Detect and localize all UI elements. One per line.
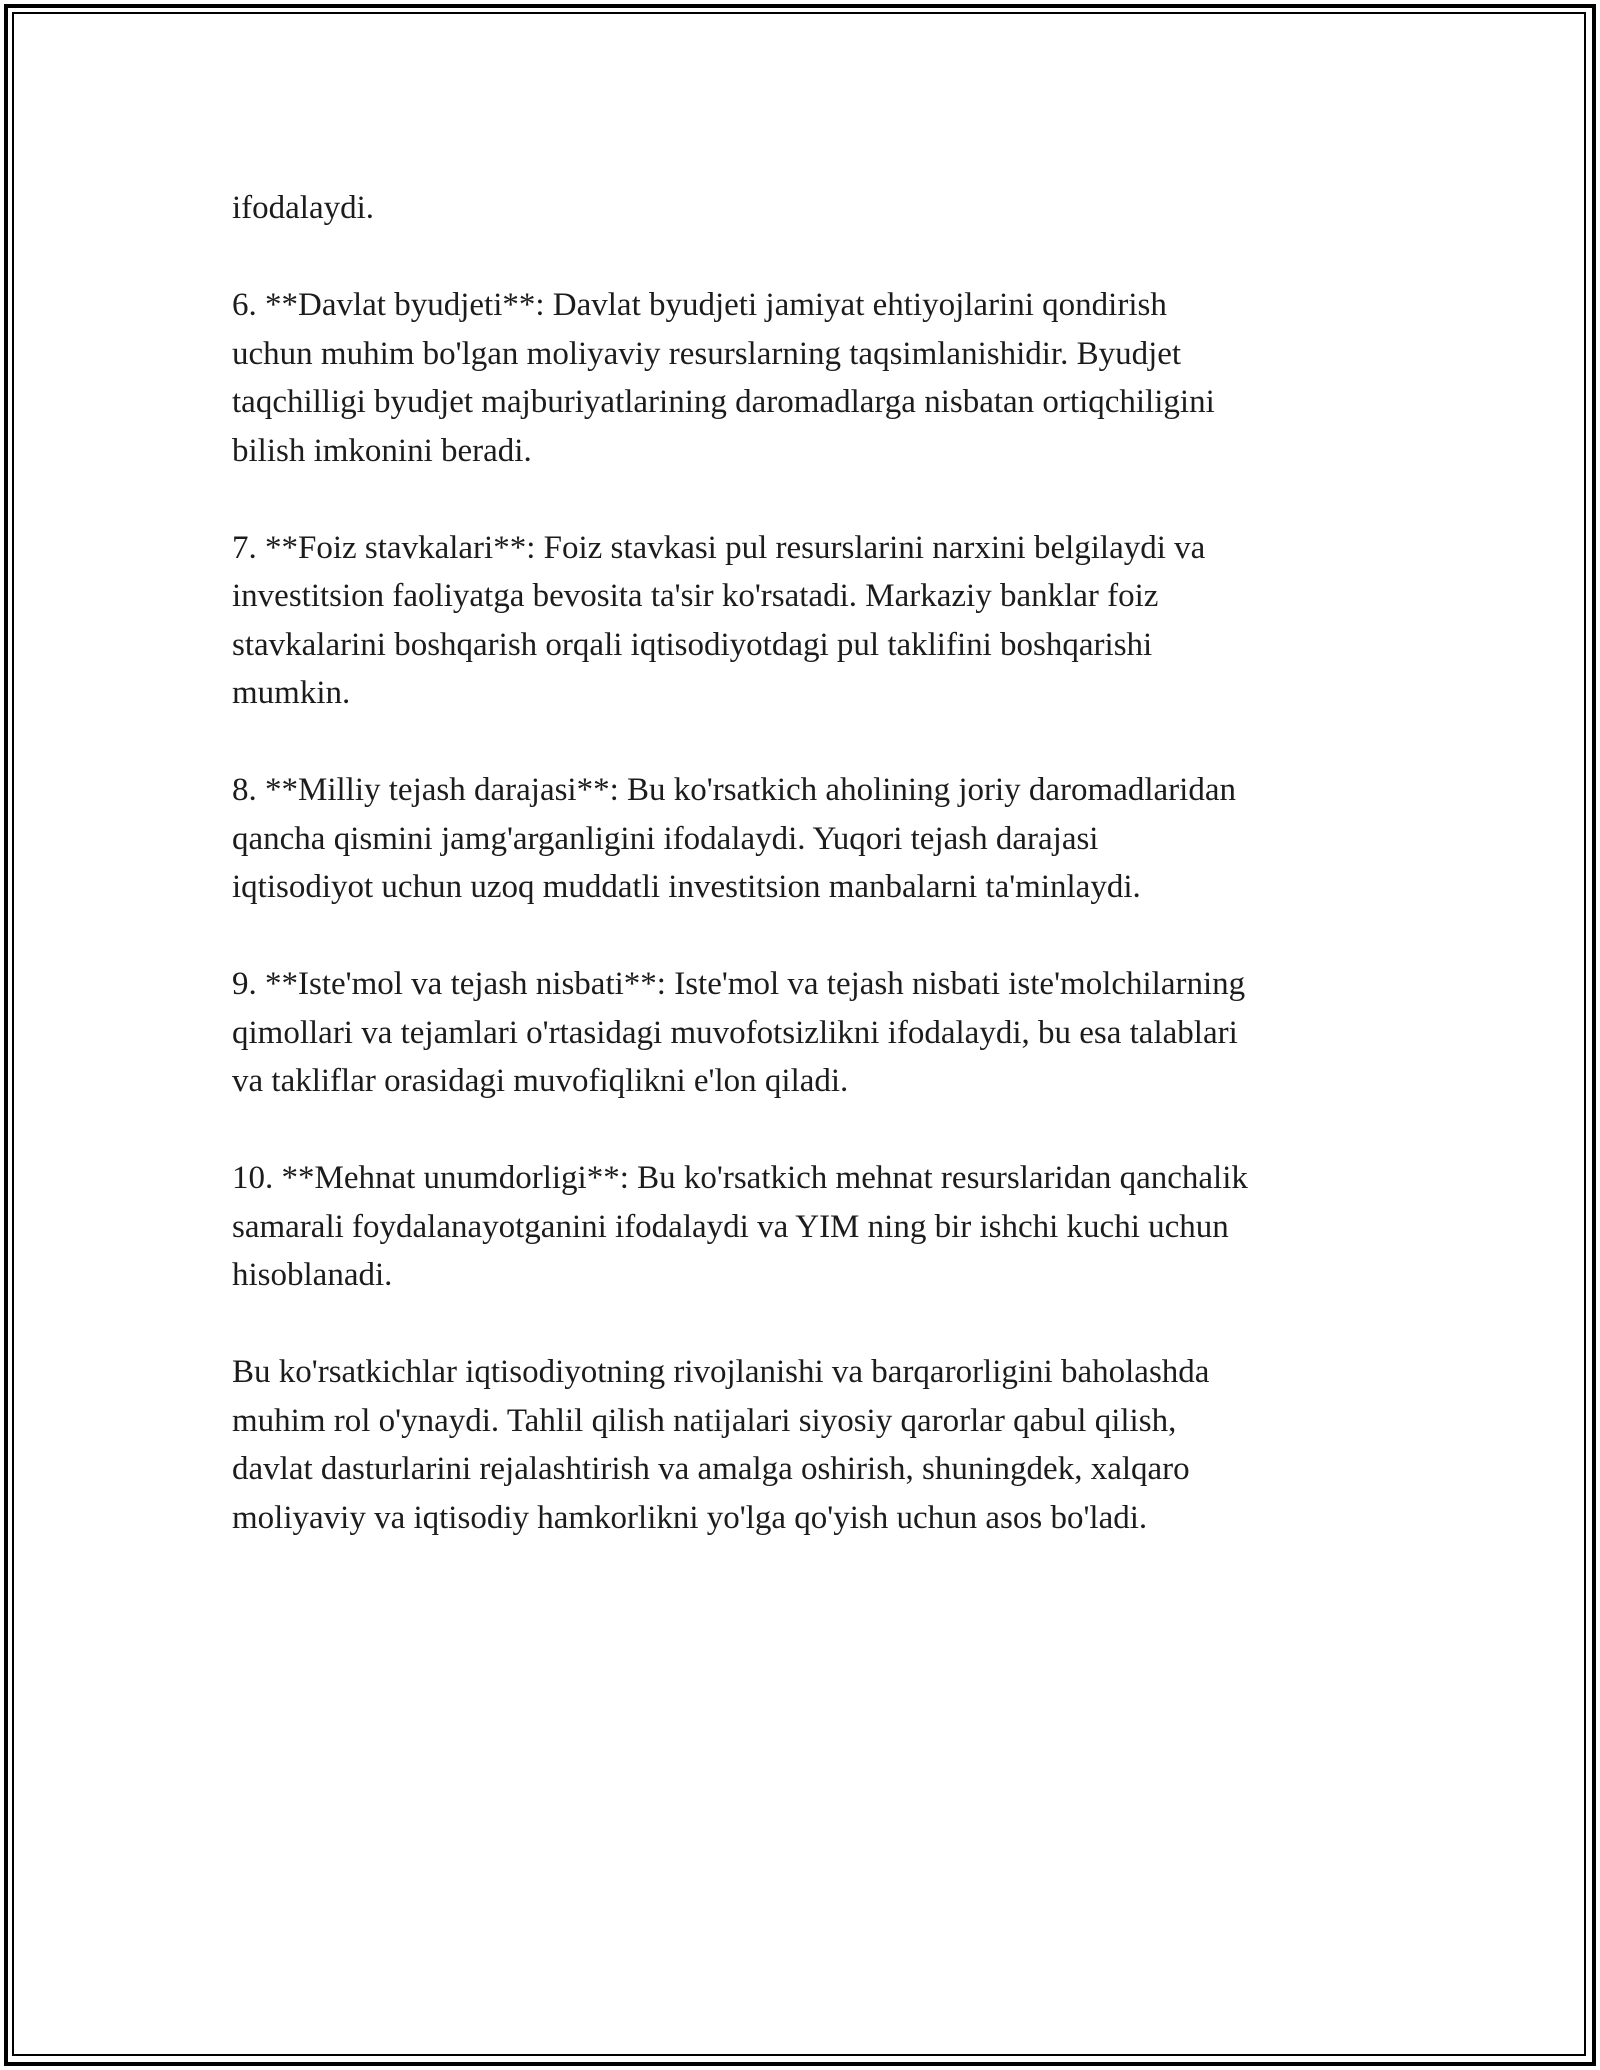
paragraph-foiz-stavkalari: 7. **Foiz stavkalari**: Foiz stavkasi pul resurslarini narxini belgilaydi va investitsion faoliyatga bevosita ta'sir ko'rsatadi. Markaziy banklar foiz stavkalarini boshqarish orqali iqtisodiyotdagi pul taklifini boshqarishi mumkin. xyxy=(232,529,1206,711)
paragraph-istemol-tejash: 9. **Iste'mol va tejash nisbati**: Iste'mol va tejash nisbati iste'molchilarning qimollari va tejamlari o'rtasidagi muvofotsizlikni ifodalaydi, bu esa talablari va takliflar orasidagi muvofiqlikni e'lon qiladi. xyxy=(232,966,1246,1099)
paragraph-conclusion: Bu ko'rsatkichlar iqtisodiyotning rivojlanishi va barqarorligini baholashda muhim rol o'ynaydi. Tahlil qilish natijalari siyosiy qarorlar qabul qilish, davlat dasturlarini rejalashtirish va amalga oshirish, shuningdek, xalqaro moliyaviy va iqtisodiy hamkorlikni yo'lga qo'yish uchun asos bo'ladi. xyxy=(232,1354,1210,1536)
document-body xyxy=(232,184,1380,1591)
paragraph-milliy-tejash: 8. **Milliy tejash darajasi**: Bu ko'rsatkich aholining joriy daromadlaridan qancha qismini jamg'arganligini ifodalaydi. Yuqori tejash darajasi iqtisodiyot uchun uzoq muddatli investitsion manbalarni ta'minlaydi. xyxy=(232,772,1236,905)
paragraph-continuation: ifodalaydi. xyxy=(232,190,375,226)
paragraph-mehnat-unumdorligi: 10. **Mehnat unumdorligi**: Bu ko'rsatkich mehnat resurslaridan qanchalik samarali foydalanayotganini ifodalaydi va YIM ning bir ishchi kuchi uchun hisoblanadi. xyxy=(232,1160,1248,1293)
paragraph-davlat-byudjeti: 6. **Davlat byudjeti**: Davlat byudjeti jamiyat ehtiyojlarini qondirish uchun muhim bo'lgan moliyaviy resurslarning taqsimlanishidir. Byudjet taqchilligi byudjet majburiyatlarining daromadlarga nisbatan ortiqchiligini bilish imkonini beradi. xyxy=(232,287,1215,469)
